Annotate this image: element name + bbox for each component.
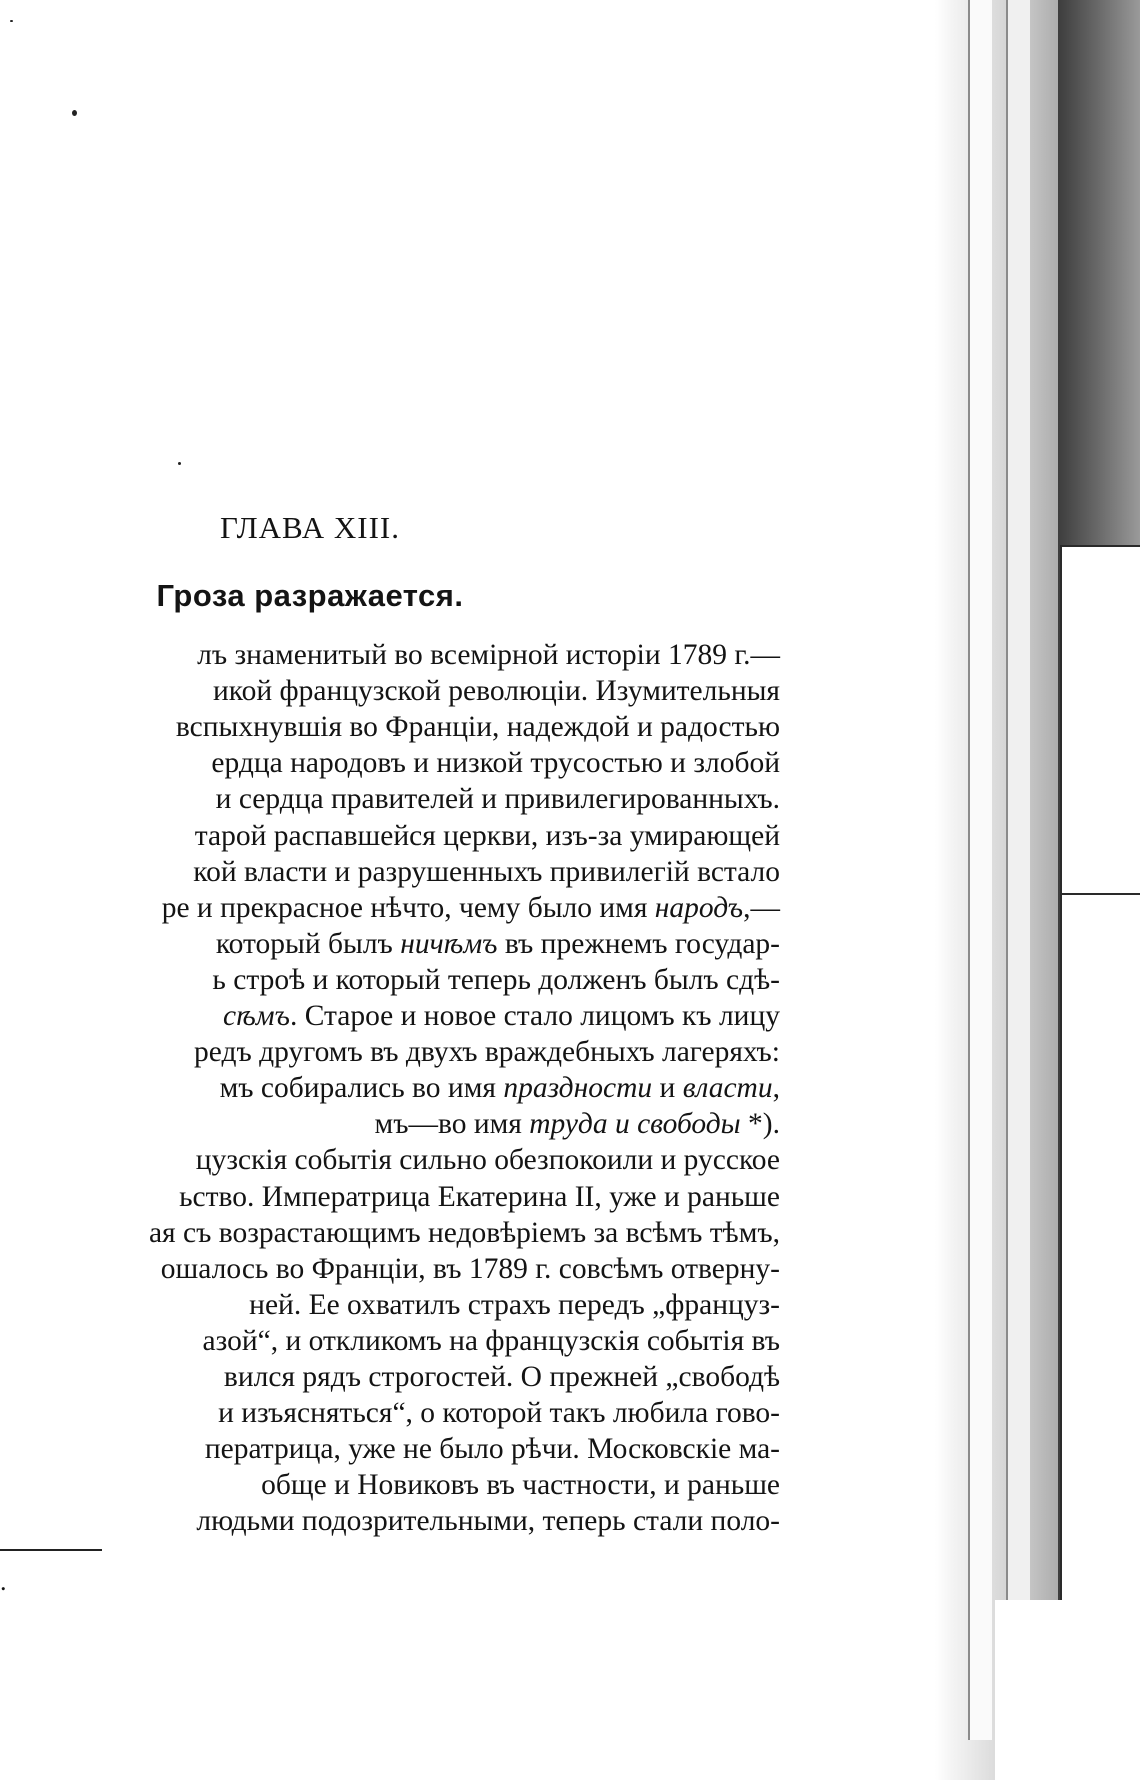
text-line (249, 1287, 780, 1323)
text-line (212, 962, 780, 998)
text-segment: редъ другомъ въ двухъ враждебныхъ лагеряхъ: (194, 1036, 780, 1069)
text-segment: мъ собирались во имя (219, 1072, 504, 1105)
text-line (194, 1034, 780, 1070)
text-segment: . Старое и новое стало лицомъ къ лицу (289, 1000, 780, 1032)
text-line (193, 854, 780, 890)
footnote-rule (0, 1549, 102, 1551)
text-line (216, 781, 780, 817)
text-segment: и (652, 1072, 683, 1105)
text-line (261, 1467, 780, 1503)
text-segment: въ прежнемъ государ- (497, 927, 780, 960)
text-segment: ,— (743, 891, 780, 924)
text-line (196, 1142, 780, 1178)
text-segment: икой французской революціи. Изумительныя (212, 675, 780, 708)
text-line (203, 1323, 780, 1359)
chapter-title: Гроза разражается. (156, 578, 464, 613)
text-line (195, 818, 780, 854)
text-segment: *). (740, 1108, 780, 1141)
book-edge-page (1006, 0, 1030, 1740)
book-edge-bottom (995, 1600, 1140, 1780)
text-segment: и изъясняться“, о которой такъ любила гово- (218, 1397, 780, 1430)
text-line (218, 1395, 780, 1431)
text-segment: ь строѣ и который теперь долженъ былъ сдѣ- (212, 963, 780, 996)
text-segment: тарой распавшейся церкви, изъ-за умирающей (194, 819, 780, 852)
italic-text: труда и свободы (529, 1108, 741, 1141)
next-page-divider (1062, 893, 1140, 895)
text-segment: людьми подозрительными, теперь стали поло- (196, 1505, 780, 1538)
italic-text: ничѣмъ (400, 927, 498, 960)
text-segment: лъ знаменитый во всемірной исторіи 1789 г.— (197, 639, 780, 671)
text-line (224, 1359, 780, 1395)
ink-speck (178, 462, 181, 465)
text-line (176, 709, 780, 745)
text-line (179, 1179, 780, 1215)
text-segment: обще и Новиковъ въ частности, и раньше (261, 1469, 780, 1502)
text-segment: мъ—во имя (374, 1108, 530, 1141)
text-line (196, 1503, 780, 1539)
italic-text: сѣмъ (223, 1000, 290, 1032)
text-segment: кой власти и разрушенныхъ привилегій встало (193, 855, 780, 888)
text-line (205, 1431, 780, 1467)
text-segment: ердца народовъ и низкой трусостью и злобой (211, 747, 780, 780)
text-line (213, 673, 780, 709)
text-line (211, 745, 780, 781)
text-segment: и сердца правителей и привилегированныхъ. (215, 783, 780, 816)
text-line (223, 998, 780, 1034)
text-segment: ператрица, уже не было рѣчи. Московскіе ма- (204, 1433, 780, 1466)
italic-text: праздности (503, 1072, 653, 1105)
text-segment: цузскія событія сильно обезпокоили и русское (195, 1144, 780, 1177)
text-segment: ней. Ее охватилъ страхъ передъ „француз- (249, 1288, 780, 1321)
italic-text: власти (682, 1072, 773, 1105)
text-line (162, 890, 780, 926)
text-segment: ьство. Императрица Екатерина II, уже и раньше (179, 1180, 780, 1213)
book-edge-page (968, 0, 992, 1740)
text-line (149, 1215, 780, 1251)
italic-text: народъ (654, 891, 744, 924)
text-segment: азой“, и откликомъ на французскія событія въ (202, 1324, 780, 1357)
text-segment: ошалось во Франціи, въ 1789 г. совсѣмъ отверну- (160, 1252, 780, 1285)
text-line (375, 1106, 780, 1142)
footnote-text: . (0, 1567, 7, 1596)
text-segment: ре и прекрасное нѣчто, чему было имя (161, 891, 655, 924)
text-line (220, 1070, 780, 1106)
text-segment: , (772, 1072, 780, 1105)
text-segment: ая съ возрастающимъ недовѣріемъ за всѣмъ тѣмъ, (148, 1216, 780, 1249)
ink-speck (10, 20, 13, 22)
text-segment: вспыхнувшія во Франціи, надеждой и радостью (175, 711, 780, 744)
next-page-frame (1060, 545, 1140, 1619)
text-segment: вился рядъ строгостей. О прежней „свободѣ (223, 1361, 780, 1393)
ink-speck (72, 110, 77, 116)
text-line (161, 1251, 780, 1287)
text-line (197, 637, 780, 673)
chapter-heading: ГЛАВА XIII. (220, 510, 400, 545)
text-line (216, 926, 780, 962)
text-segment: который былъ (215, 927, 401, 960)
